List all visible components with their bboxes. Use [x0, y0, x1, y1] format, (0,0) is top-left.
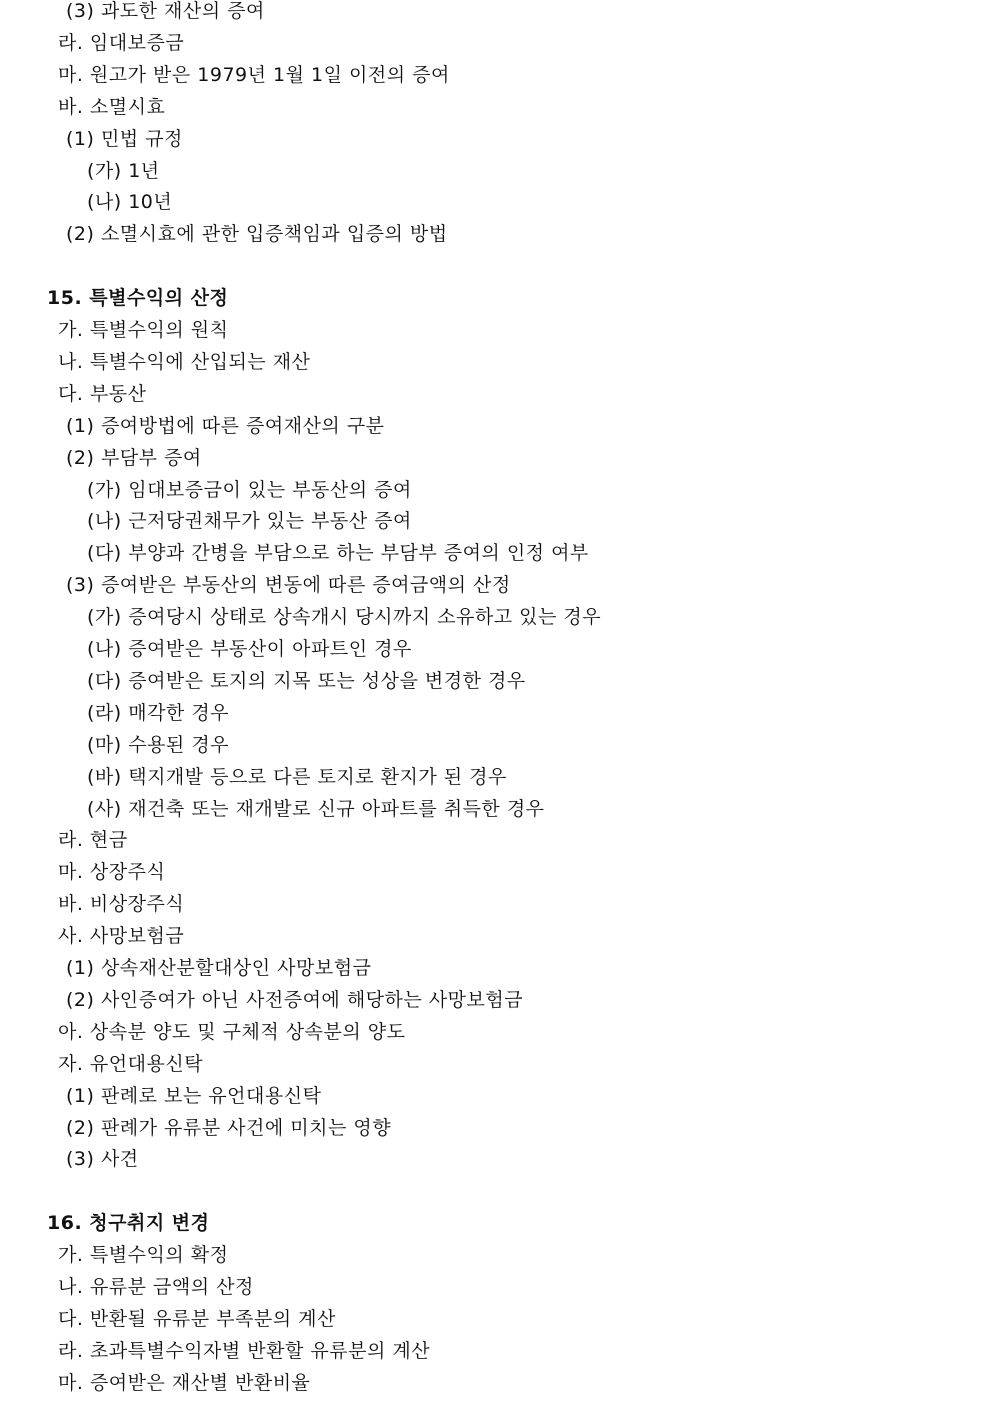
outline-item: 가. 특별수익의 원칙 — [58, 319, 229, 341]
outline-item: 다. 부동산 — [58, 382, 147, 405]
outline-item: (사) 재건축 또는 재개발로 신규 아파트를 취득한 경우 — [87, 797, 545, 820]
outline-item: (가) 증여당시 상태로 상속개시 당시까지 소유하고 있는 경우 — [87, 606, 602, 629]
outline-item: (1) 증여방법에 따른 증여재산의 구분 — [66, 414, 385, 437]
outline-item: (1) 상속재산분할대상인 사망보험금 — [66, 957, 372, 979]
outline-item: (2) 사인증여가 아닌 사전증여에 해당하는 사망보험금 — [66, 988, 524, 1011]
outline-item: 사. 사망보험금 — [58, 925, 185, 948]
outline-item: 나. 특별수익에 산입되는 재산 — [58, 350, 311, 373]
outline-item: (1) 판례로 보는 유언대용신탁 — [66, 1084, 322, 1107]
outline-item: 바. 비상장주식 — [58, 893, 185, 916]
outline-item: (3) 증여받은 부동산의 변동에 따른 증여금액의 산정 — [66, 574, 511, 597]
outline-item: (2) 판례가 유류분 사건에 미치는 영향 — [66, 1116, 392, 1139]
outline-item: (나) 증여받은 부동산이 아파트인 경우 — [87, 638, 412, 660]
outline-item: (라) 매각한 경우 — [87, 701, 230, 724]
outline-item: (2) 소멸시효에 관한 입증책임과 입증의 방법 — [66, 223, 448, 246]
outline-item: (다) 부양과 간병을 부담으로 하는 부담부 증여의 인정 여부 — [87, 542, 589, 565]
outline-item: (2) 부담부 증여 — [66, 446, 202, 469]
outline-item: (나) 근저당권채무가 있는 부동산 증여 — [87, 510, 412, 533]
outline-item: (나) 10년 — [87, 191, 173, 214]
outline-item: 자. 유언대용신탁 — [58, 1052, 204, 1075]
section-heading: 16. 청구취지 변경 — [47, 1212, 210, 1235]
outline-item: 마. 원고가 받은 1979년 1월 1일 이전의 증여 — [58, 63, 450, 86]
section-heading: 15. 특별수익의 산정 — [47, 287, 229, 310]
outline-item: (바) 택지개발 등으로 다른 토지로 환지가 된 경우 — [87, 765, 507, 788]
outline-item: (가) 1년 — [87, 159, 160, 182]
outline-item: 라. 임대보증금 — [58, 31, 185, 54]
outline-item: 바. 소멸시효 — [58, 95, 166, 118]
outline-item: (3) 과도한 재산의 증여 — [66, 0, 265, 22]
outline-item: 가. 특별수익의 확정 — [58, 1244, 229, 1267]
outline-item: 라. 초과특별수익자별 반환할 유류분의 계산 — [58, 1339, 431, 1362]
outline-item: 라. 현금 — [58, 829, 128, 852]
outline-item: (다) 증여받은 토지의 지목 또는 성상을 변경한 경우 — [87, 669, 526, 692]
outline-item: (마) 수용된 경우 — [87, 733, 230, 756]
outline-item: 마. 상장주식 — [58, 861, 166, 884]
outline-item: 아. 상속분 양도 및 구체적 상속분의 양도 — [58, 1020, 406, 1043]
outline-item: (3) 사견 — [66, 1148, 139, 1171]
outline-item: 다. 반환될 유류분 부족분의 계산 — [58, 1307, 336, 1330]
outline-item: (1) 민법 규정 — [66, 127, 183, 150]
outline-item: 나. 유류분 금액의 산정 — [58, 1276, 254, 1298]
outline-item: (가) 임대보증금이 있는 부동산의 증여 — [87, 478, 412, 501]
outline-item: 마. 증여받은 재산별 반환비율 — [58, 1371, 311, 1394]
